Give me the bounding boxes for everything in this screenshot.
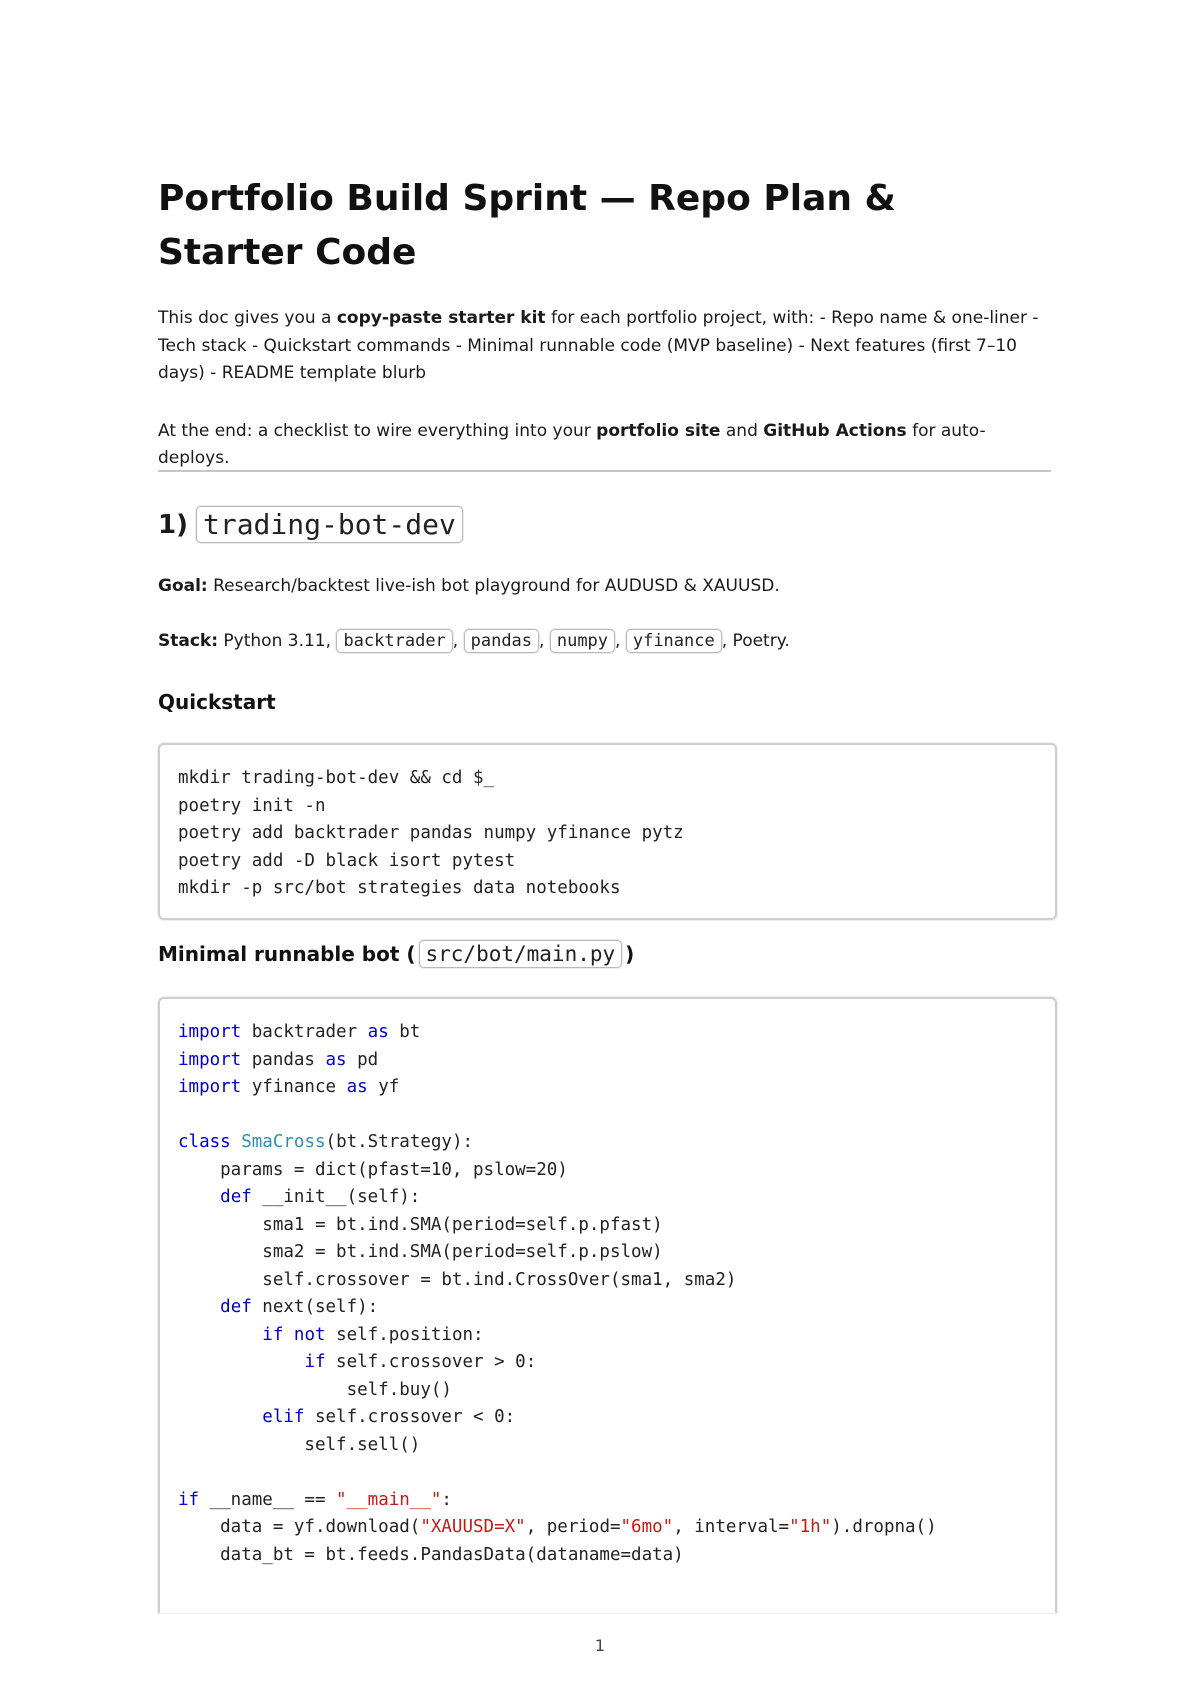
code-text: sma2 = bt.ind.SMA(period=self.p.pslow) bbox=[178, 1242, 663, 1262]
code-text: self.sell() bbox=[178, 1434, 421, 1455]
intro-text: This doc gives you a bbox=[158, 308, 337, 328]
intro2-text: At the end: a checklist to wire everything into your bbox=[158, 421, 597, 441]
code-keyword: def bbox=[220, 1297, 252, 1317]
code-keyword: class bbox=[178, 1132, 231, 1152]
stack-item-code: yfinance bbox=[626, 629, 722, 653]
code-text: self.crossover = bt.ind.CrossOver(sma1, sma2) bbox=[178, 1269, 737, 1290]
code-class-name: SmaCross bbox=[241, 1132, 326, 1152]
code-keyword: elif bbox=[262, 1407, 305, 1427]
bot-heading-close: ) bbox=[625, 942, 635, 966]
code-line: poetry add backtrader pandas numpy yfinance pytz bbox=[178, 823, 684, 843]
code-string: "6mo" bbox=[620, 1517, 674, 1537]
code-text: data = yf.download( bbox=[178, 1517, 421, 1537]
code-keyword: def bbox=[220, 1187, 252, 1207]
code-text: __init__(self): bbox=[251, 1187, 421, 1207]
code-keyword: import bbox=[178, 1077, 242, 1097]
repo-name-code: trading-bot-dev bbox=[196, 506, 463, 543]
bot-heading bbox=[158, 940, 634, 968]
stack-label: Stack: bbox=[158, 631, 219, 651]
code-line: mkdir -p src/bot strategies data notebooks bbox=[178, 878, 621, 898]
intro2-text-mid: and bbox=[720, 421, 764, 441]
intro-checklist-paragraph bbox=[158, 418, 1051, 472]
intro2-text-end: for auto-deploys. bbox=[158, 421, 986, 468]
quickstart-heading: Quickstart bbox=[158, 690, 276, 714]
stack-line: Stack: Python 3.11, backtrader , pandas , numpy , yfinance , Poetry. bbox=[158, 631, 790, 651]
code-line: poetry init -n bbox=[178, 795, 326, 816]
code-string: "1h" bbox=[789, 1517, 832, 1537]
bot-code-block bbox=[158, 997, 1057, 1613]
code-text: : bbox=[441, 1489, 452, 1510]
code-text: __name__ == bbox=[199, 1489, 337, 1510]
code-keyword: import bbox=[178, 1022, 242, 1042]
code-text: sma1 = bt.ind.SMA(period=self.p.pfast) bbox=[178, 1214, 663, 1235]
section-divider bbox=[158, 470, 1051, 472]
code-keyword: as bbox=[346, 1077, 368, 1097]
stack-item-code: backtrader bbox=[336, 629, 452, 653]
code-text: self.crossover < 0: bbox=[304, 1407, 516, 1427]
bot-heading-text: Minimal runnable bot ( bbox=[158, 942, 416, 966]
code-string: "XAUUSD=X" bbox=[420, 1517, 526, 1537]
code-keyword: if bbox=[178, 1489, 200, 1510]
code-keyword: import bbox=[178, 1049, 242, 1070]
goal-text: Research/backtest live-ish bot playground for AUDUSD & XAUUSD. bbox=[207, 576, 780, 596]
code-text: ).dropna() bbox=[831, 1517, 937, 1537]
stack-suffix: , Poetry. bbox=[721, 631, 790, 651]
code-keyword: as bbox=[325, 1049, 347, 1070]
code-text: next(self): bbox=[251, 1297, 379, 1317]
intro-paragraph bbox=[158, 305, 1051, 388]
intro2-bold-portfolio: portfolio site bbox=[596, 421, 721, 441]
code-text: (bt.Strategy): bbox=[325, 1132, 474, 1152]
intro-bold: copy-paste starter kit bbox=[336, 308, 546, 328]
code-text: self.position: bbox=[325, 1324, 484, 1345]
code-line: poetry add -D black isort pytest bbox=[178, 850, 516, 871]
code-text: yfinance bbox=[241, 1077, 347, 1097]
code-text: , period= bbox=[525, 1517, 621, 1537]
code-text: self.buy() bbox=[178, 1379, 452, 1400]
code-line: mkdir trading-bot-dev && cd $_ bbox=[178, 768, 495, 788]
code-text: pandas bbox=[241, 1049, 326, 1070]
goal-label: Goal: bbox=[158, 576, 208, 596]
code-text: bt bbox=[388, 1022, 421, 1042]
intro-text-rest: for each portfolio project, with: - Repo name & one-liner - Tech stack - Quickstart commands - Minimal runnable code (MVP baseline) - Next features (first 7–10 days) - README template blurb bbox=[158, 308, 1039, 383]
code-text: data_bt = bt.feeds.PandasData(dataname=data) bbox=[178, 1544, 684, 1565]
code-keyword: if bbox=[262, 1324, 284, 1345]
code-text: backtrader bbox=[241, 1022, 368, 1042]
code-text: self.crossover > 0: bbox=[325, 1352, 537, 1372]
code-string: "__main__" bbox=[336, 1489, 442, 1510]
stack-item-code: pandas bbox=[464, 629, 539, 653]
page-number: 1 bbox=[594, 1636, 606, 1655]
bot-file-code: src/bot/main.py bbox=[419, 940, 623, 968]
quickstart-code-block bbox=[158, 743, 1057, 920]
page-title: Portfolio Build Sprint — Repo Plan & Starter Code bbox=[158, 178, 896, 273]
intro2-bold-actions: GitHub Actions bbox=[763, 421, 907, 441]
goal-line bbox=[158, 573, 780, 600]
code-text: , interval= bbox=[673, 1517, 790, 1537]
stack-prefix: Python 3.11, bbox=[218, 631, 337, 651]
section-number: 1) bbox=[158, 509, 188, 540]
code-keyword: as bbox=[367, 1022, 389, 1042]
code-text: pd bbox=[346, 1049, 379, 1070]
section-heading bbox=[158, 506, 463, 543]
code-keyword: not bbox=[293, 1324, 326, 1345]
code-keyword: if bbox=[304, 1352, 326, 1372]
code-text: yf bbox=[367, 1077, 400, 1097]
code-text: params = dict(pfast=10, pslow=20) bbox=[178, 1159, 568, 1180]
stack-item-code: numpy bbox=[550, 629, 615, 653]
